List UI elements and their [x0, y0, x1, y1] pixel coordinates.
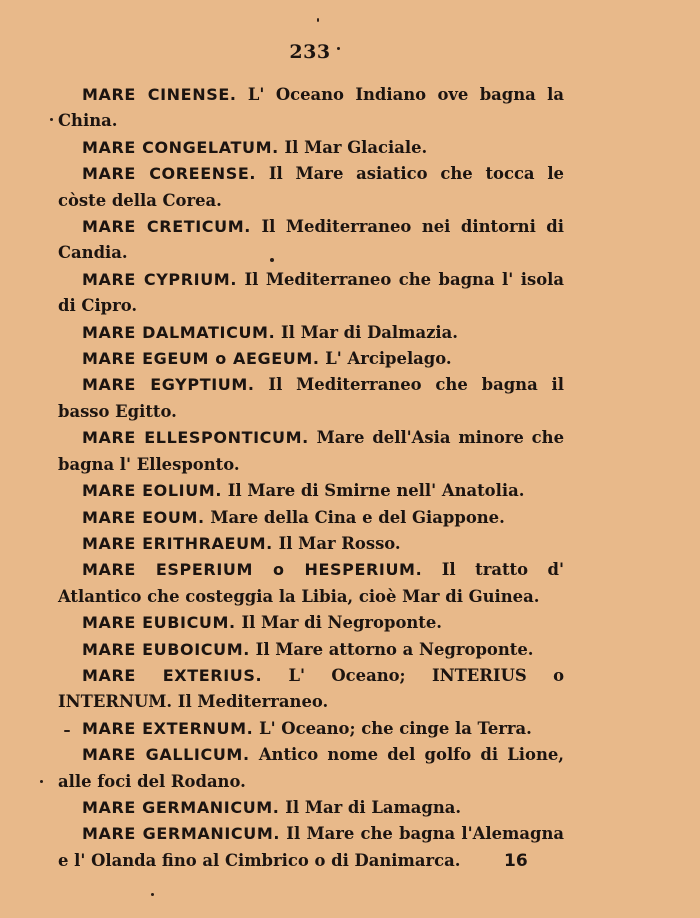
- entry-term: MARE EUBOICUM.: [82, 639, 250, 659]
- entry-term: MARE ELLESPONTICUM.: [82, 428, 309, 448]
- entry-definition: Mare della Cina e del Giappone.: [210, 507, 505, 527]
- ink-speck: [270, 258, 274, 262]
- glossary-entry: [58, 135, 564, 161]
- entry-definition: Antico nome del golfo di Lione, alle foci del Rodano.: [58, 745, 564, 791]
- entry-definition: Il Mediterraneo che bagna l' isola di Cipro.: [58, 269, 565, 316]
- glossary-entry: [58, 742, 564, 795]
- entry-definition: Il Mare di Smirne nell' Anatolia.: [227, 481, 525, 501]
- signature-mark: 16: [504, 851, 528, 871]
- entry-definition: Il Mediterraneo nei dintorni di Candia.: [58, 217, 564, 263]
- entry-term: MARE CINENSE.: [82, 85, 237, 104]
- entry-definition: Il Mar di Negroponte.: [241, 613, 443, 633]
- ink-speck: [151, 893, 154, 896]
- entry-definition: Il Mar Glaciale.: [284, 137, 428, 157]
- entry-definition: Il Mar Rosso.: [278, 533, 401, 553]
- entry-term: MARE DALMATICUM.: [82, 322, 276, 342]
- entry-definition: L' Arcipelago.: [325, 349, 452, 369]
- glossary-entry: [58, 372, 564, 425]
- glossary-entry: [58, 821, 564, 874]
- glossary-entry: [58, 161, 564, 214]
- glossary-entry: [58, 531, 564, 557]
- glossary-entry: [58, 716, 564, 742]
- entry-term: MARE GERMANICUM.: [82, 797, 280, 817]
- entry-term: MARE COREENSE.: [82, 164, 257, 184]
- entry-term: MARE GALLICUM.: [82, 745, 250, 765]
- ink-speck: [64, 730, 70, 732]
- entry-definition: L' Oceano; che cinge la Terra.: [259, 718, 532, 738]
- entry-definition: Il Mare che bagna l'Alemagna e l' Olanda fino al Cimbrico o di Danimarca.: [58, 824, 564, 870]
- glossary-entries: [58, 82, 564, 874]
- glossary-entry: [58, 478, 564, 504]
- entry-term: MARE EXTERNUM.: [82, 718, 254, 738]
- entry-term: MARE CRETICUM.: [82, 217, 251, 237]
- entry-term: MARE EOUM.: [82, 507, 205, 527]
- entry-term: MARE CYPRIUM.: [82, 269, 238, 289]
- glossary-entry: [58, 610, 564, 636]
- glossary-entry: [58, 82, 564, 135]
- entry-definition: L' Oceano Indiano ove bagna la China.: [58, 85, 564, 131]
- glossary-entry: [58, 505, 564, 531]
- glossary-entry: [58, 663, 564, 716]
- entry-term: MARE EOLIUM.: [82, 481, 222, 501]
- ink-speck: [50, 118, 53, 121]
- entry-definition: Il Mediterraneo che bagna il basso Egitto.: [58, 375, 564, 421]
- glossary-entry: [58, 557, 564, 610]
- glossary-entry: [58, 267, 564, 320]
- entry-definition: L' Oceano; INTERIUS o INTERNUM. Il Mediterraneo.: [58, 665, 564, 712]
- entry-definition: Mare dell'Asia minore che bagna l' Ellesponto.: [58, 428, 564, 474]
- ink-speck: [337, 47, 340, 50]
- glossary-entry: [58, 795, 564, 821]
- ink-speck: [40, 780, 43, 783]
- glossary-entry: [58, 214, 564, 267]
- entry-definition: Il Mare asiatico che tocca le còste della Corea.: [58, 164, 564, 210]
- glossary-entry: [58, 320, 564, 346]
- entry-term: MARE EGYPTIUM.: [82, 375, 255, 395]
- entry-definition: Il Mar di Dalmazia.: [280, 322, 458, 342]
- entry-definition: Il tratto d' Atlantico che costeggia la Libia, cioè Mar di Guinea.: [58, 560, 565, 606]
- glossary-entry: [58, 637, 564, 663]
- entry-term: MARE EGEUM o AEGEUM.: [82, 349, 320, 369]
- entry-definition: Il Mar di Lamagna.: [285, 797, 462, 817]
- ink-speck: [317, 18, 319, 22]
- entry-term: MARE EXTERIUS.: [82, 665, 263, 685]
- entry-term: MARE ERITHRAEUM.: [82, 533, 273, 553]
- entry-term: MARE EUBICUM.: [82, 613, 236, 633]
- glossary-entry: [58, 346, 564, 372]
- page-number: 233: [289, 41, 331, 63]
- entry-definition: Il Mare attorno a Negroponte.: [255, 639, 534, 659]
- entry-term: MARE ESPERIUM o HESPERIUM.: [82, 560, 423, 580]
- entry-term: MARE GERMANICUM.: [82, 824, 281, 844]
- glossary-entry: [58, 425, 564, 478]
- entry-term: MARE CONGELATUM.: [82, 137, 279, 157]
